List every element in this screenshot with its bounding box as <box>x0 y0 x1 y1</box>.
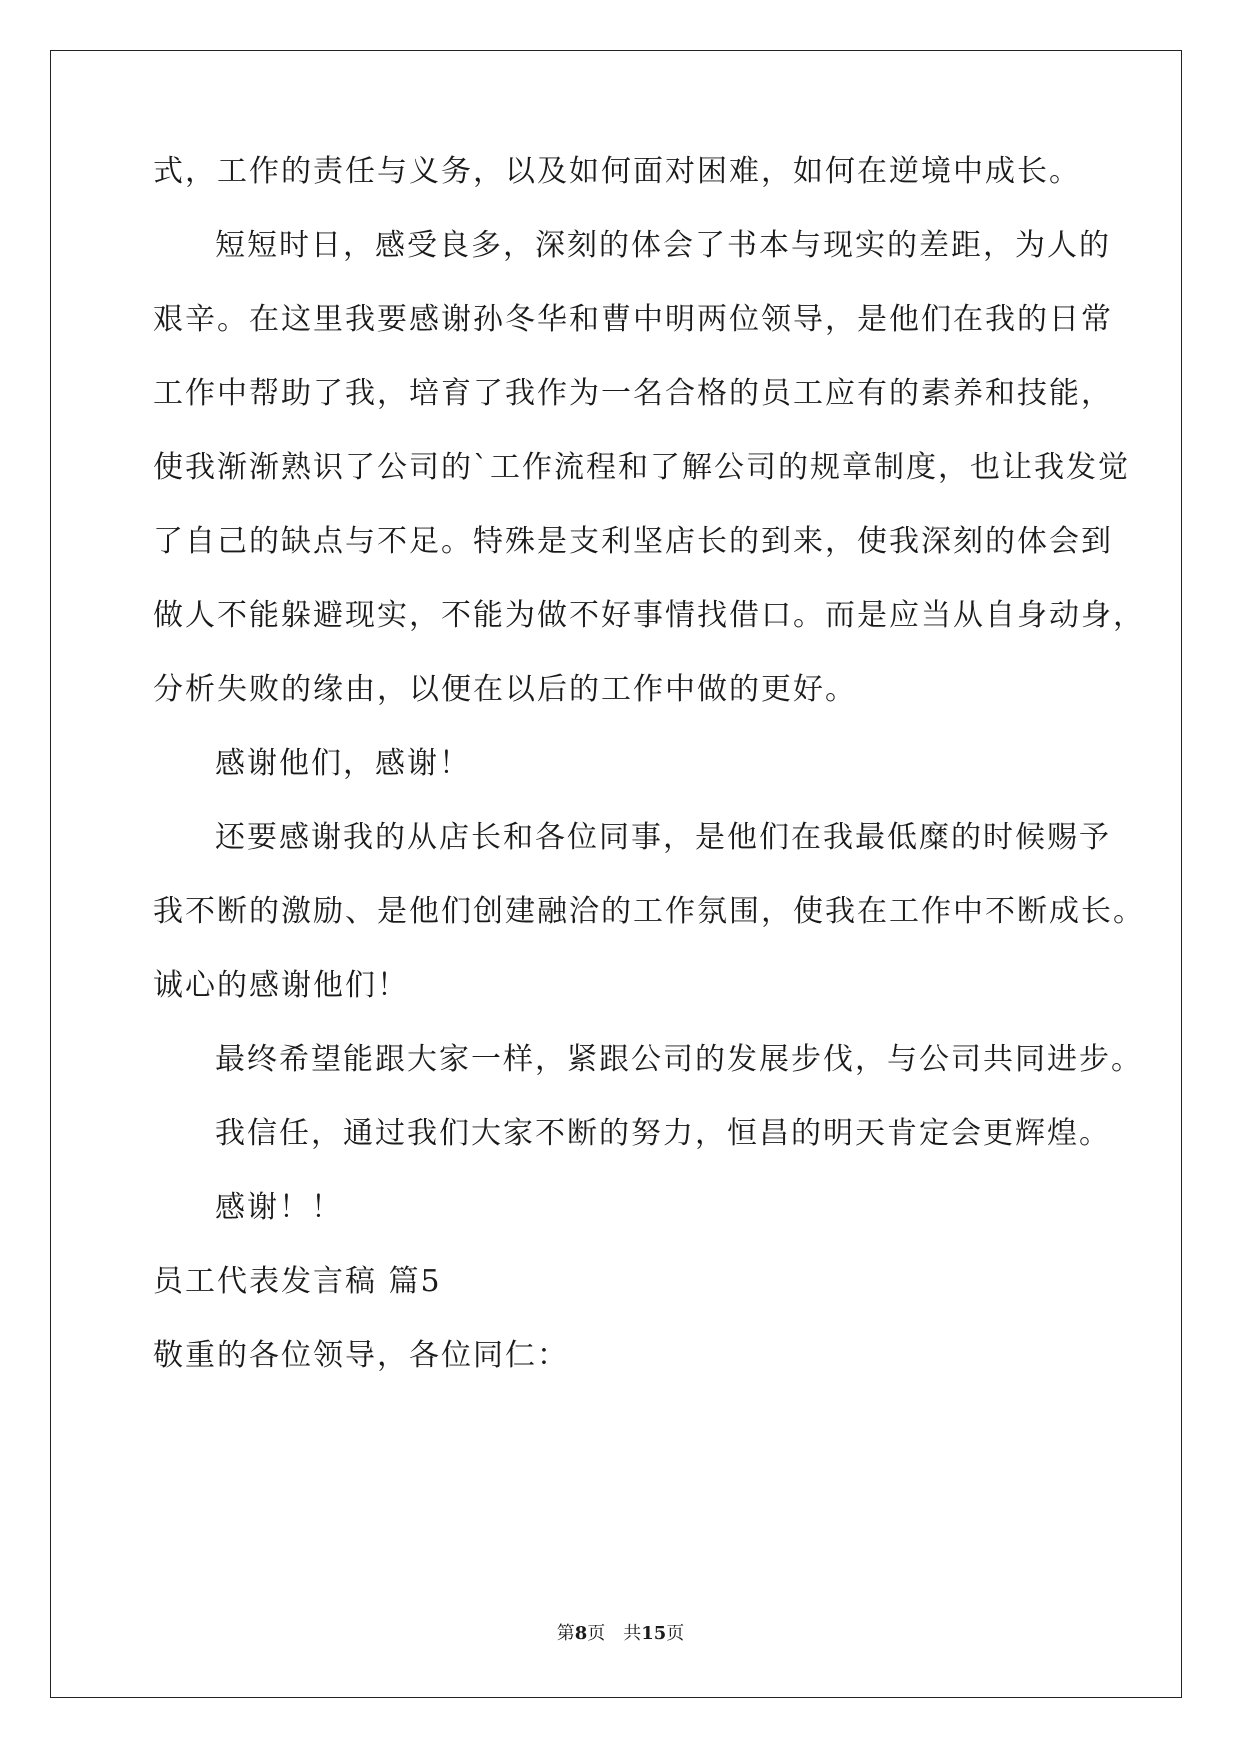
text-line: 感谢！！ <box>215 1190 343 1225</box>
total-page-number: 15 <box>641 1623 667 1644</box>
salutation: 敬重的各位领导，各位同仁： <box>153 1338 569 1373</box>
text-line: 最终希望能跟大家一样，紧跟公司的发展步伐，与公司共同进步。 <box>215 1042 1143 1077</box>
footer-prefix: 第 <box>556 1623 575 1644</box>
section-heading: 员工代表发言稿 篇5 <box>153 1264 442 1299</box>
text-line: 诚心的感谢他们！ <box>153 968 409 1003</box>
text-line: 我信任，通过我们大家不断的努力，恒昌的明天肯定会更辉煌。 <box>215 1116 1111 1151</box>
text-line: 式，工作的责任与义务，以及如何面对困难，如何在逆境中成长。 <box>153 154 1081 189</box>
text-line: 了自己的缺点与不足。特殊是支利坚店长的到来，使我深刻的体会到 <box>153 524 1113 559</box>
text-line: 做人不能躲避现实，不能为做不好事情找借口。而是应当从自身动身， <box>153 598 1145 633</box>
text-line: 艰辛。在这里我要感谢孙冬华和曹中明两位领导，是他们在我的日常 <box>153 302 1113 337</box>
text-line: 还要感谢我的从店长和各位同事，是他们在我最低糜的时候赐予 <box>215 820 1111 855</box>
text-line: 感谢他们，感谢！ <box>215 746 471 781</box>
text-line: 使我渐渐熟识了公司的`工作流程和了解公司的规章制度，也让我发觉 <box>153 450 1130 485</box>
text-line: 工作中帮助了我，培育了我作为一名合格的员工应有的素养和技能， <box>153 376 1113 411</box>
page-border <box>50 50 1182 1698</box>
footer-suffix: 页 <box>666 1623 685 1644</box>
current-page-number: 8 <box>574 1623 588 1644</box>
footer-middle: 页 共 <box>587 1623 642 1644</box>
page-footer <box>0 1622 1241 1646</box>
text-line: 分析失败的缘由，以便在以后的工作中做的更好。 <box>153 672 857 707</box>
text-line: 我不断的激励、是他们创建融洽的工作氛围，使我在工作中不断成长。 <box>153 894 1145 929</box>
text-line: 短短时日，感受良多，深刻的体会了书本与现实的差距，为人的 <box>215 228 1111 263</box>
